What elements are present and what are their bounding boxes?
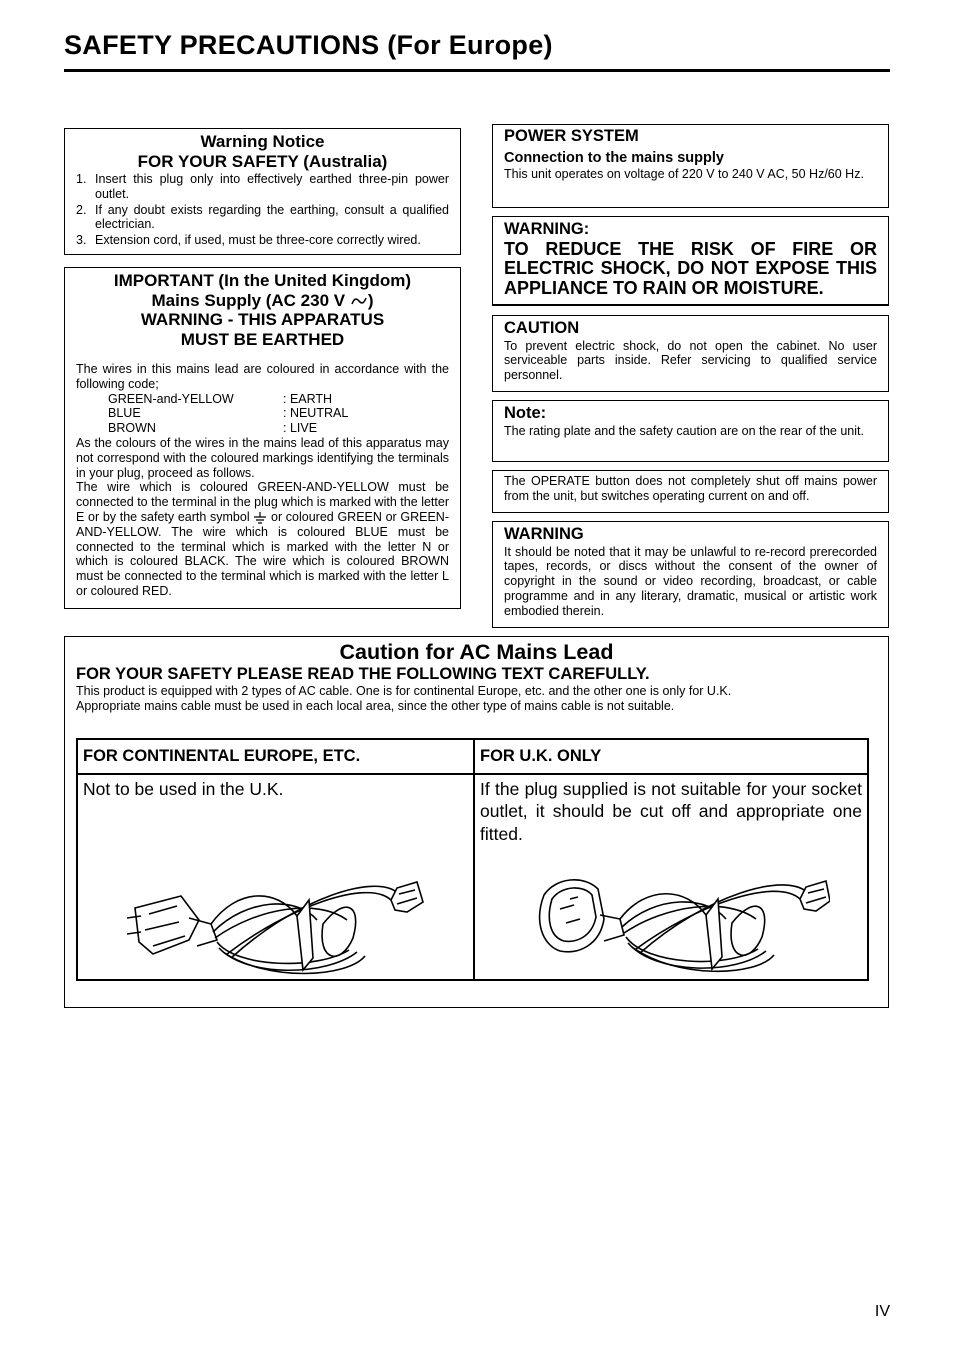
wire-colour: BROWN [108, 421, 156, 436]
wire-colour: BLUE [108, 406, 141, 421]
caution-box [492, 315, 889, 392]
uk-mains-box [64, 267, 461, 609]
operate-box [492, 470, 889, 513]
uk-paragraph-1: As the colours of the wires in the mains lead of this apparatus may not correspond with the coloured markings identifying the terminals in your plug, proceed as follows. [76, 435, 449, 480]
mains-lead-line-2: Appropriate mains cable must be used in each local area, since the other type of mains cable is not suitable. [76, 699, 675, 713]
wire-colour: GREEN-and-YELLOW [108, 391, 234, 406]
page-title: SAFETY PRECAUTIONS (For Europe) [64, 30, 890, 72]
table-header-row [77, 739, 868, 774]
power-system-subheading: Connection to the mains supply [504, 149, 724, 166]
copyright-warning-box [492, 521, 889, 628]
power-system-box [492, 124, 889, 208]
europe-plug-cable-icon [127, 858, 427, 978]
cable-type-table [76, 738, 869, 981]
uk-cell [474, 774, 868, 981]
note-box [492, 400, 889, 462]
continental-text: Not to be used in the U.K. [83, 778, 284, 799]
list-item: 1. Insert this plug only into effectively earthed three-pin power outlet. [76, 172, 449, 201]
uk-plug-cable-icon [530, 859, 830, 979]
note-heading: Note: [504, 404, 547, 422]
power-system-text: This unit operates on voltage of 220 V to 240 V AC, 50 Hz/60 Hz. [504, 166, 864, 181]
table-row [77, 774, 868, 981]
fire-warning-box [492, 216, 889, 306]
fire-warning-heading: WARNING: [504, 220, 590, 238]
mains-lead-subtitle: FOR YOUR SAFETY PLEASE READ THE FOLLOWING TEXT CAREFULLY. [76, 665, 650, 683]
earth-symbol-icon [253, 512, 267, 524]
uk-heading-1: IMPORTANT (In the United Kingdom) [113, 271, 412, 290]
continental-cell [77, 774, 474, 981]
fire-warning-text: TO REDUCE THE RISK OF FIRE OR ELECTRIC SHOCK, DO NOT EXPOSE THIS APPLIANCE TO RAIN OR MOISTURE. [504, 238, 877, 298]
list-item: 3. Extension cord, if used, must be three-core correctly wired. [76, 233, 421, 248]
mains-lead-line-1: This product is equipped with 2 types of AC cable. One is for continental Europe, etc. and the other one is only for U.K. [76, 684, 732, 698]
wire-colour-table [76, 392, 449, 436]
wire-function: : NEUTRAL [283, 406, 349, 421]
column-header-continental: FOR CONTINENTAL EUROPE, ETC. [77, 739, 474, 774]
mains-lead-section [64, 636, 889, 1008]
wire-function: : LIVE [283, 421, 318, 436]
ac-symbol-icon [350, 295, 368, 307]
uk-intro: The wires in this mains lead are coloured in accordance with the following code; [76, 362, 449, 391]
caution-heading: CAUTION [504, 319, 580, 337]
australia-list [76, 172, 449, 248]
wire-function: : EARTH [283, 391, 333, 406]
australia-warning-box [64, 128, 461, 255]
uk-heading-4: MUST BE EARTHED [180, 329, 345, 349]
uk-paragraph-2: The wire which is coloured GREEN-AND-YELLOW must be connected to the terminal in the plug which is marked with the letter E or by the safety earth symbol or coloured GREEN or GREEN-AND-YELLOW. The wire which is coloured BLUE must be connected to the terminal which is marked with the letter N or which is coloured BLACK. The wire which is coloured BROWN must be connected to the terminal which is marked with the letter L or coloured RED. [76, 480, 449, 598]
australia-heading-1: Warning Notice [200, 132, 325, 151]
page-number: IV [874, 1303, 890, 1320]
uk-cable-text: If the plug supplied is not suitable for your socket outlet, it should be cut off and appropriate one fitted. [480, 778, 862, 844]
copyright-warning-text: It should be noted that it may be unlawful to re-record prerecorded tapes, records, or discs without the consent of the owner of copyright in the sound or video recording, broadcast, or cable programme and in any literary, dramatic, musical or artistic work embodied therein. [504, 544, 877, 618]
australia-heading-2: FOR YOUR SAFETY (Australia) [137, 151, 388, 171]
mains-lead-title: Caution for AC Mains Lead [339, 640, 614, 664]
column-header-uk: FOR U.K. ONLY [474, 739, 868, 774]
uk-heading-2: Mains Supply (AC 230 V ) [151, 290, 374, 310]
list-item: 2. If any doubt exists regarding the earthing, consult a qualified electrician. [76, 202, 449, 232]
copyright-warning-heading: WARNING [504, 525, 584, 543]
power-system-heading: POWER SYSTEM [504, 127, 639, 145]
uk-heading-3: WARNING - THIS APPARATUS [140, 310, 385, 329]
note-text: The rating plate and the safety caution are on the rear of the unit. [504, 423, 864, 438]
caution-text: To prevent electric shock, do not open the cabinet. No user serviceable parts inside. Refer servicing to qualified service personnel. [504, 338, 877, 383]
operate-text: The OPERATE button does not completely shut off mains power from the unit, but switches operating current on and off. [504, 474, 877, 503]
